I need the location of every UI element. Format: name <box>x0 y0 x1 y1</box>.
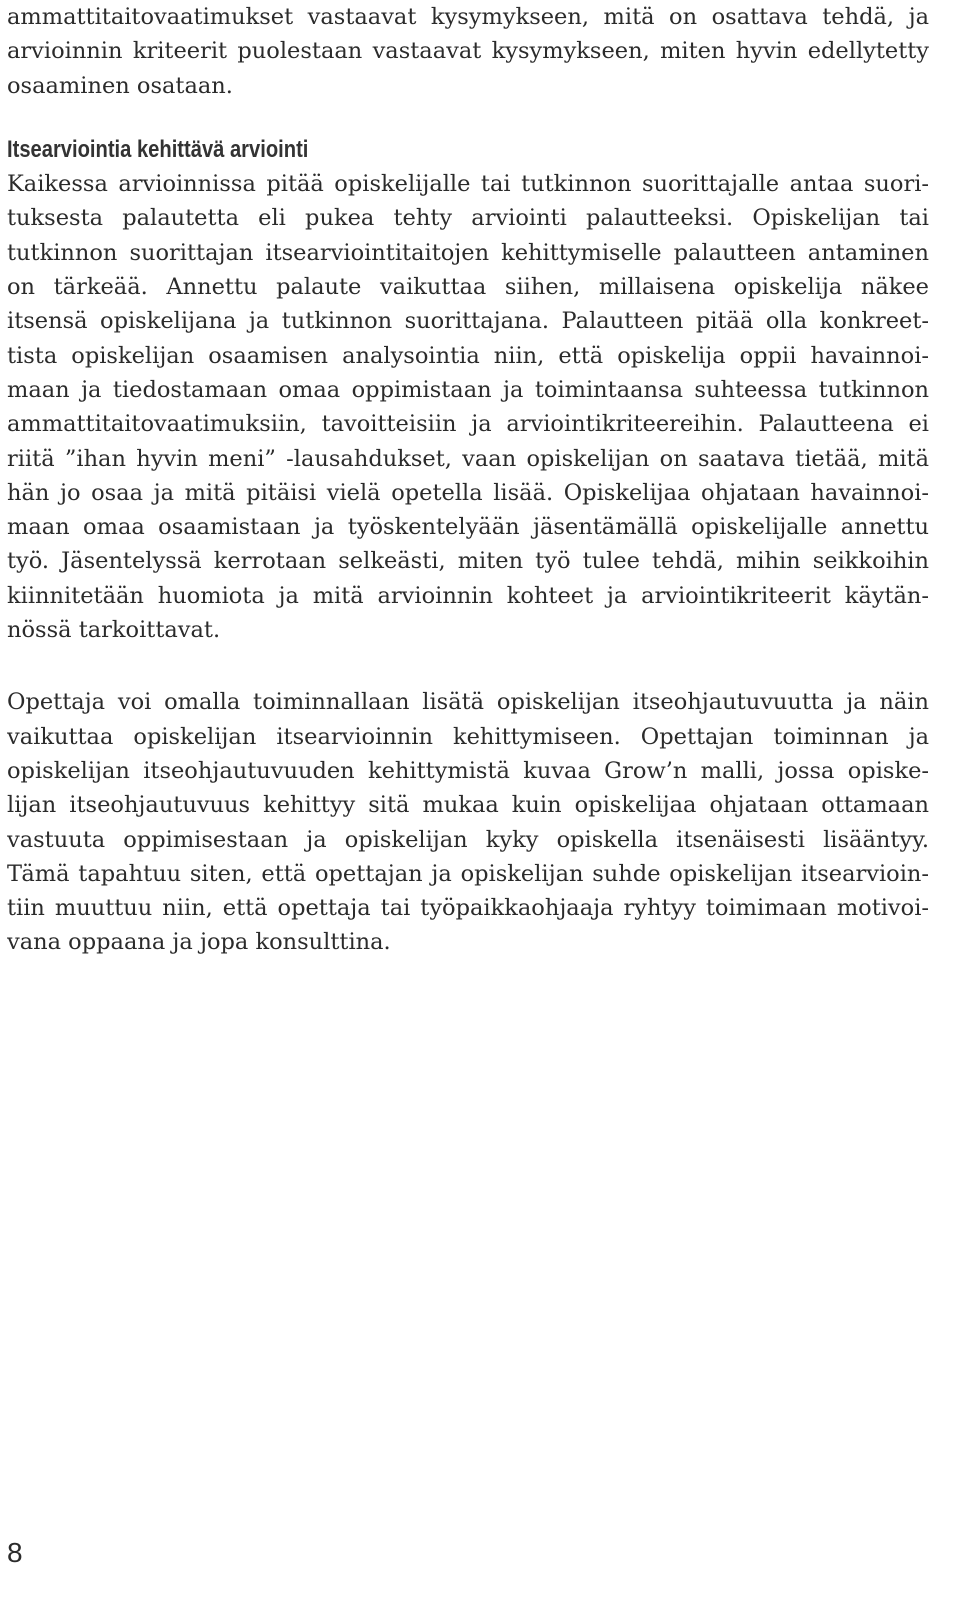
text-line: tuksesta palautetta eli pukea tehty arviointi palautteeksi. Opiskelijan tai <box>7 205 929 232</box>
text-line: tutkinnon suorittajan itsearviointitaitojen kehittymiselle palautteen antaminen <box>7 239 929 266</box>
text-line: riitä ”ihan hyvin meni” -lausahdukset, vaan opiskelijan on saatava tietää, mitä <box>7 445 929 472</box>
text-line: vastuuta oppimisestaan ja opiskelijan kyky opiskella itsenäisesti lisääntyy. <box>7 826 929 853</box>
text-line: itsensä opiskelijana ja tutkinnon suorittajana. Palautteen pitää olla konkreet- <box>7 308 929 335</box>
text-line: vaikuttaa opiskelijan itsearvioinnin kehittymiseen. Opettajan toiminnan ja <box>7 723 929 750</box>
text-line: nössä tarkoittavat. <box>7 617 221 644</box>
text-line: kiinnitetään huomiota ja mitä arvioinnin kohteet ja arviointikriteerit käytän- <box>7 582 929 609</box>
text-line: opiskelijan itseohjautuvuuden kehittymistä kuvaa Grow’n malli, jossa opiske- <box>7 757 929 784</box>
text-line: Kaikessa arvioinnissa pitää opiskelijalle tai tutkinnon suorittajalle antaa suori- <box>7 171 929 198</box>
text-line: hän jo osaa ja mitä pitäisi vielä opetella lisää. Opiskelijaa ohjataan havainnoi- <box>7 479 929 506</box>
intro-paragraph <box>7 0 929 103</box>
text-line: vana oppaana ja jopa konsulttina. <box>7 929 391 956</box>
text-line: maan omaa osaamistaan ja työskentelyään jäsentämällä opiskelijalle annettu <box>7 514 929 541</box>
body-paragraph-1 <box>7 167 929 647</box>
text-line: Opettaja voi omalla toiminnallaan lisätä opiskelijan itseohjautuvuutta ja näin <box>7 689 929 716</box>
text-line: ammattitaitovaatimuksiin, tavoitteisiin ja arviointikriteereihin. Palautteena ei <box>7 411 929 438</box>
text-line: maan ja tiedostamaan omaa oppimistaan ja toimintaansa suhteessa tutkinnon <box>7 376 929 403</box>
text-line: lijan itseohjautuvuus kehittyy sitä mukaa kuin opiskelijaa ohjataan ottamaan <box>7 792 929 819</box>
page-number: 8 <box>7 1537 23 1568</box>
text-line: tista opiskelijan osaamisen analysointia niin, että opiskelija oppii havainnoi- <box>7 342 929 369</box>
text-line: on tärkeää. Annettu palaute vaikuttaa siihen, millaisena opiskelija näkee <box>7 274 929 301</box>
text-line: osaaminen osataan. <box>7 72 233 99</box>
text-line: Tämä tapahtuu siten, että opettajan ja opiskelijan suhde opiskelijan itsearvioin- <box>7 860 929 887</box>
text-line: työ. Jäsentelyssä kerrotaan selkeästi, miten työ tulee tehdä, mihin seikkoihin <box>7 548 929 575</box>
section-heading: Itsearviointia kehittävä arviointi <box>7 135 309 163</box>
text-line: tiin muuttuu niin, että opettaja tai työpaikkaohjaaja ryhtyy toimimaan motivoi- <box>7 895 929 922</box>
document-page <box>7 0 929 960</box>
text-line: ammattitaitovaatimukset vastaavat kysymykseen, mitä on osattava tehdä, ja <box>7 4 929 30</box>
text-line: arvioinnin kriteerit puolestaan vastaavat kysymykseen, miten hyvin edellytetty <box>7 38 929 65</box>
body-paragraph-2 <box>7 685 929 959</box>
